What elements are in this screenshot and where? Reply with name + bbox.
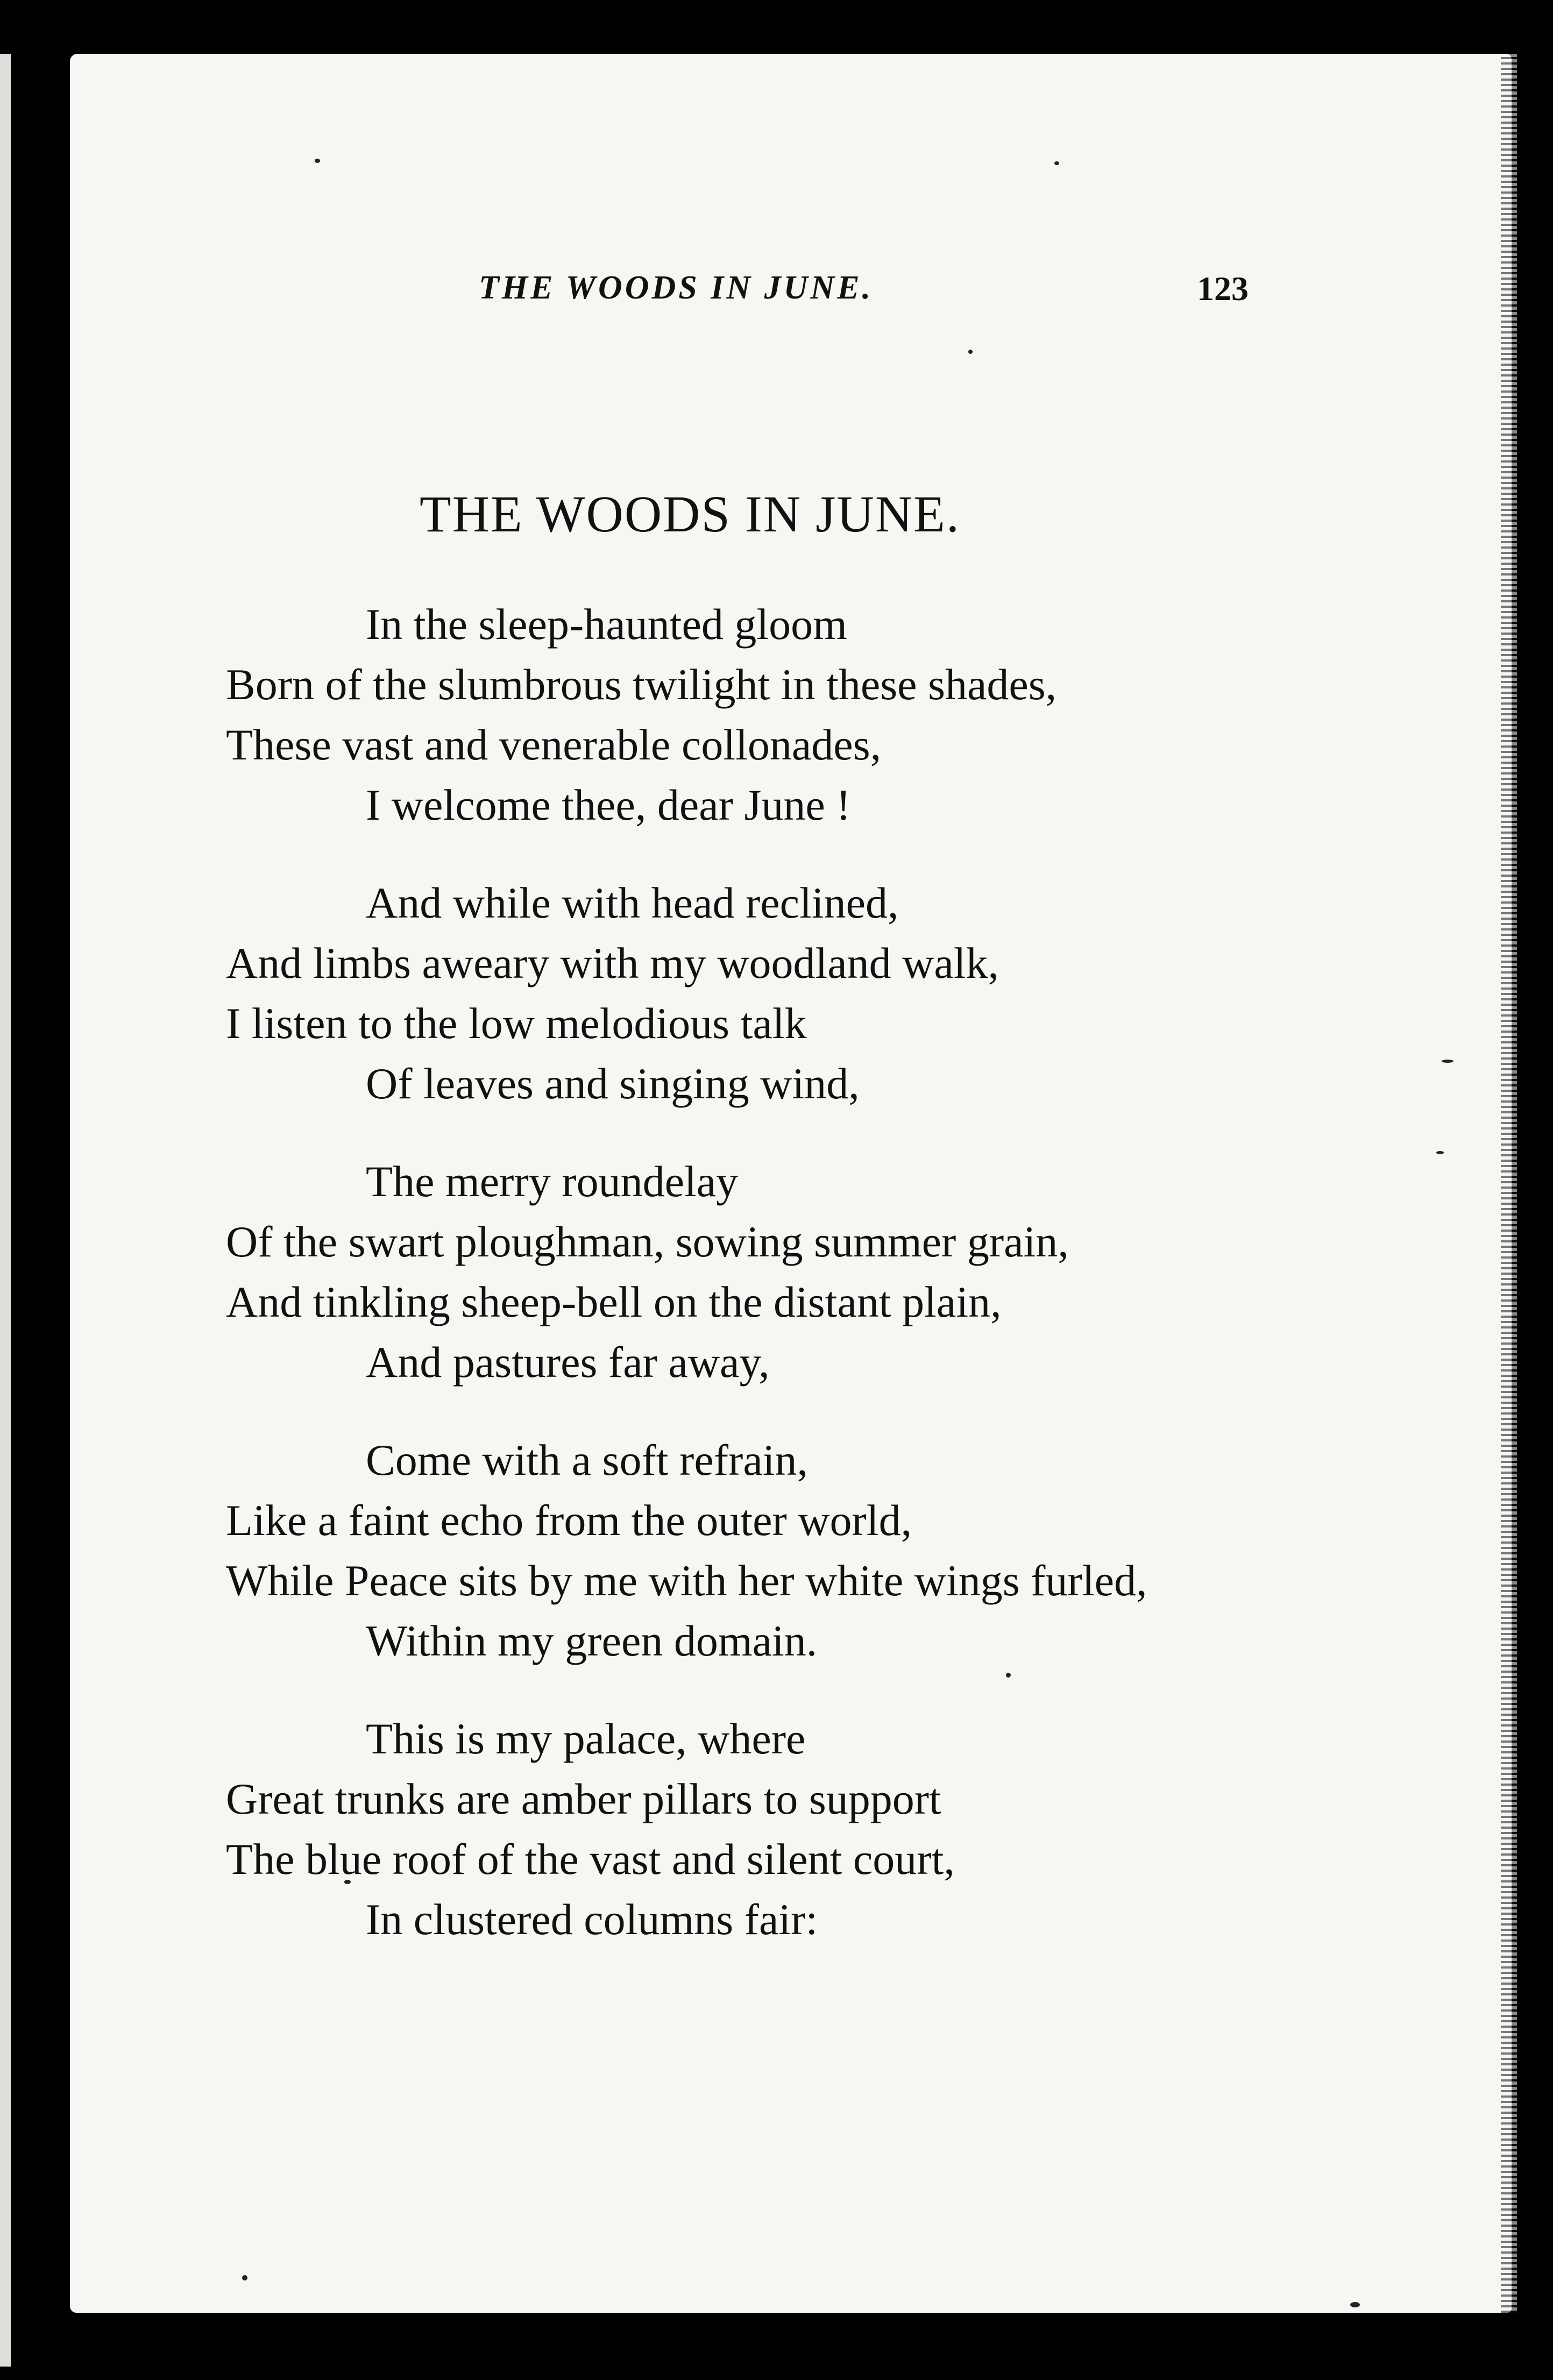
stanza-1 [226,594,1329,835]
poem-line: Of leaves and singing wind, [366,1059,860,1108]
scan-speck [968,350,973,354]
poem-line: And while with head reclined, [366,878,899,927]
scan-speck [1054,161,1059,165]
scan-speck [1442,1060,1453,1063]
poem-line: In clustered columns fair: [366,1895,818,1944]
poem-line: These vast and venerable collonades, [226,720,882,769]
poem-line: And limbs aweary with my woodland walk, [226,939,999,987]
poem-line: The merry roundelay [366,1157,739,1206]
page-number: 123 [1197,269,1249,308]
poem-line: Of the swart ploughman, sowing summer grain, [226,1217,1069,1266]
page-edge-left [0,54,11,2367]
poem-line: While Peace sits by me with her white wings furled, [226,1556,1147,1605]
poem-line: And tinkling sheep-bell on the distant plain, [226,1277,1002,1326]
stanza-5 [226,1709,1329,1950]
poem-line: The blue roof of the vast and silent court, [226,1835,955,1884]
poem-line: Like a faint echo from the outer world, [226,1496,912,1545]
poem-line: Born of the slumbrous twilight in these shades, [226,660,1057,709]
scan-speck [1436,1151,1444,1154]
poem-body [226,594,1329,1987]
scan-speck [315,159,320,163]
poem-line: I welcome thee, dear June ! [366,780,851,829]
page-edge-right [1501,54,1517,2313]
scan-speck [1350,2302,1360,2307]
running-head-title: THE WOODS IN JUNE. [479,269,874,306]
poem-line: This is my palace, where [366,1714,806,1763]
poem-line: I listen to the low melodious talk [226,999,807,1048]
poem-line: Great trunks are amber pillars to support [226,1774,941,1823]
stanza-2 [226,873,1329,1114]
poem-line: Within my green domain. [366,1616,818,1665]
stanza-3 [226,1152,1329,1393]
poem-line: Come with a soft refrain, [366,1436,809,1484]
poem-title: THE WOODS IN JUNE. [420,485,960,543]
poem-line: And pastures far away, [366,1338,770,1387]
scan-speck [242,2275,247,2280]
stanza-4 [226,1430,1329,1671]
poem-line: In the sleep-haunted gloom [366,600,847,649]
